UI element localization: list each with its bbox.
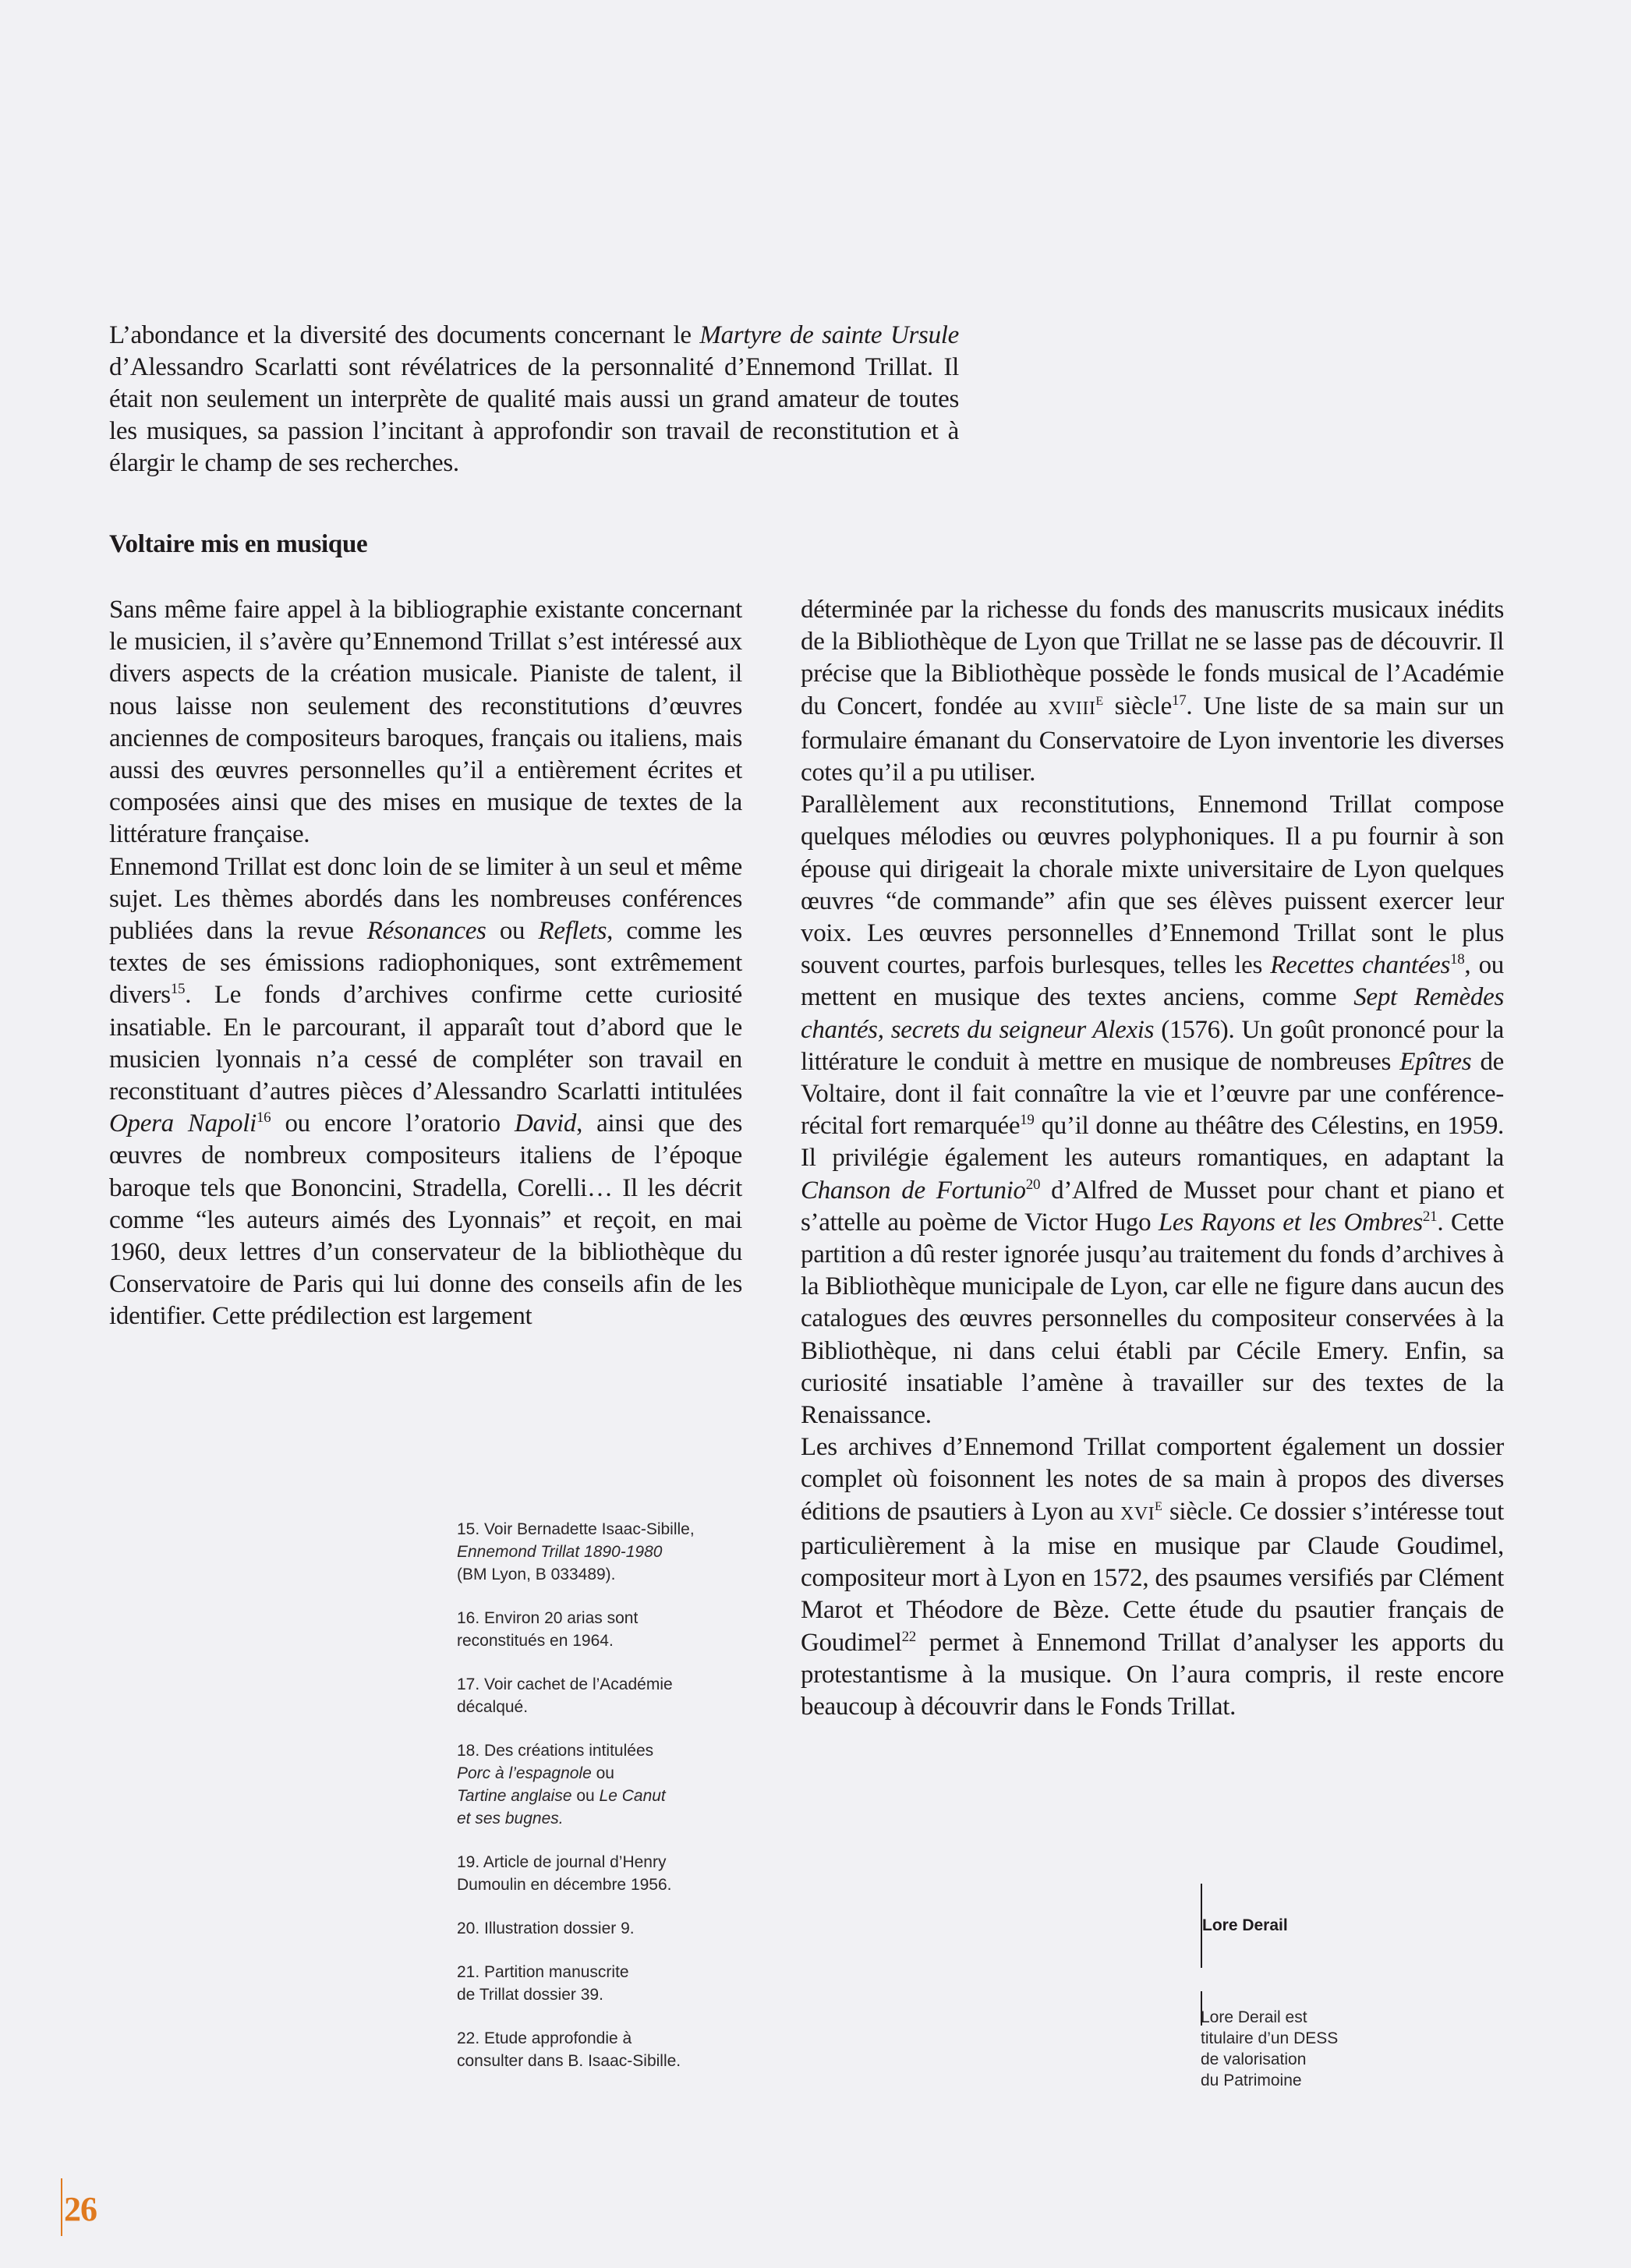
italic-title: Sept Remèdes chantés, secrets du seigneur Alexis <box>801 983 1504 1044</box>
bio-line: de valorisation <box>1201 2050 1307 2068</box>
italic-title: Résonances <box>366 917 486 946</box>
italic-title: Reflets <box>538 917 607 946</box>
italic-title: et ses bugnes. <box>457 1810 564 1827</box>
italic-title: Epîtres <box>1399 1047 1472 1076</box>
italic-title: David <box>514 1109 577 1138</box>
footnote-reference: 18 <box>1450 951 1465 968</box>
footnote-reference: 19 <box>1020 1112 1035 1129</box>
footnote-reference: 16 <box>256 1109 271 1127</box>
century-smallcaps: $XVIII^E$ <box>1048 694 1104 719</box>
body-column-right <box>801 594 1504 1723</box>
footnote-reference: 22 <box>901 1628 916 1645</box>
body-paragraph: Sans même faire appel à la bibliographie existante concernant le musicien, il s’avère qu’Ennemond Trillat s’est intéressé aux divers aspects de la création musicale. Pianiste de talent, il nous laisse non seulement des reconstitutions d’œuvres anciennes de compositeurs baroques, français ou italiens, mais aussi des œuvres personnelles qu’il a entièrement écrites et composées ainsi que des mises en musique de textes de la littérature française. <box>109 596 742 849</box>
body-paragraph: Parallèlement aux reconstitutions, Ennemond Trillat compose quelques mélodies ou œuvres polyphoniques. Il a pu fournir à son épouse qui dirigeait la chorale mixte universitaire de Lyon quelques œuvres “de commande” afin que ses élèves puissent exercer leur voix. Les œuvres personnelles d’Ennemond Trillat sont le plus souvent courtes, parfois burlesques, telles les Recettes chantées$^{18}$, ou mettent en musique des textes anciens, comme Sept Remèdes chantés, secrets du seigneur Alexis (1576). Un goût prononcé pour la littérature le conduit à mettre en musique de nombreuses Epîtres de Voltaire, dont il fait connaître la vie et l’œuvre par une conférence-récital fort remarquée$^{19}$ qu’il donne au théâtre des Célestins, en 1959. Il privilégie également les auteurs romantiques, en adaptant la Chanson de Fortunio$^{20}$ d’Alfred de Musset pour chant et piano et s’attelle au poème de Victor Hugo Les Rayons et les Ombres$^{21}$. Cette partition a dû rester ignorée jusqu’au traitement du fonds d’archives à la Bibliothèque municipale de Lyon, car elle ne figure dans aucun des catalogues des œuvres personnelles du compositeur conservées à la Bibliothèque, ni dans celui établi par Cécile Emery. Enfin, sa curiosité insatiable l’amène à travailler sur des textes de la Renaissance. <box>801 791 1505 1430</box>
footnote-reference: 15 <box>170 981 186 998</box>
bio-line: titulaire d’un DESS <box>1201 2029 1339 2047</box>
italic-title: Ennemond Trillat 1890-1980 <box>457 1543 663 1561</box>
footnote: 16. Environ 20 arias sont reconstitués en 1964. <box>457 1609 639 1650</box>
century-smallcaps: $XVI^E$ <box>1120 1499 1163 1524</box>
italic-title: Le Canut <box>599 1787 666 1805</box>
page-number-text: 26 <box>64 2190 97 2228</box>
body-paragraph: déterminée par la richesse du fonds des manuscrits musicaux inédits de la Bibliothèque de Lyon que Trillat ne se lasse pas de découvrir. Il précise que la Bibliothèque possède le fonds musical de l’Académie du Concert, fondée au $XVIII^E$ siècle$^{17}$. Une liste de sa main sur un formulaire émanant du Conservatoire de Lyon inventorie les diverses cotes qu’il a pu utiliser. <box>801 596 1504 787</box>
footnotes <box>457 1518 753 2093</box>
body-paragraph: Ennemond Trillat est donc loin de se limiter à un seul et même sujet. Les thèmes abordés dans les nombreuses conférences publiées dans la revue Résonances ou Reflets, comme les textes de ses émissions radiophoniques, sont extrêmement divers$^{15}$. Le fonds d’archives confirme cette curiosité insatiable. En le parcourant, il apparaît tout d’abord que le musicien lyonnais n’a cessé de compléter son travail en reconstituant d’autres pièces d’Alessandro Scarlatti intitulées Opera Napoli$^{16}$ ou encore l’oratorio David, ainsi que des œuvres de nombreux compositeurs italiens de l’époque baroque tels que Bononcini, Stradella, Corelli… Il les décrit comme “les auteurs aimés des Lyonnais” et reçoit, en mai 1960, deux lettres d’un conservateur de la bibliothèque du Conservatoire de Paris qui lui donne des conseils afin de les identifier. Cette prédilection est largement <box>109 852 742 1331</box>
italic-title: Recettes chantées <box>1270 951 1451 980</box>
author-bio <box>1201 2007 1403 2091</box>
body-paragraph: Les archives d’Ennemond Trillat comportent également un dossier complet où foisonnent les notes de sa main à propos des diverses éditions de psautiers à Lyon au $XVI^E$ siècle. Ce dossier s’intéresse tout particulièrement à la mise en musique par Claude Goudimel, compositeur mort à Lyon en 1572, des psaumes versifiés par Clément Marot et Théodore de Bèze. Cette étude du psautier français de Goudimel$^{22}$ permet à Ennemond Trillat d’analyser les apports du protestantisme à la musique. On l’aura compris, il reste encore beaucoup à découvrir dans le Fonds Trillat. <box>801 1433 1504 1721</box>
body-column-left <box>109 594 742 1333</box>
italic-title: Les Rayons et les Ombres <box>1158 1208 1423 1237</box>
bio-line: Lore Derail est <box>1201 2008 1307 2026</box>
section-heading: Voltaire mis en musique <box>109 530 368 558</box>
page-number-rule <box>61 2178 62 2236</box>
footnote: 21. Partition manuscrite de Trillat dossier 39. <box>457 1963 629 2004</box>
footnote: 19. Article de journal d’Henry Dumoulin en décembre 1956. <box>457 1853 672 1894</box>
author-name: Lore Derail <box>1202 1916 1288 1934</box>
footnote: 22. Etude approfondie à consulter dans B. Isaac-Sibille. <box>457 2029 681 2070</box>
footnote: 17. Voir cachet de l’Académie décalqué. <box>457 1675 673 1716</box>
footnote-reference: 21 <box>1422 1208 1438 1225</box>
bio-line: du Patrimoine <box>1201 2072 1302 2089</box>
italic-title: Tartine anglaise <box>457 1787 572 1805</box>
footnote: 20. Illustration dossier 9. <box>457 1919 635 1937</box>
intro-paragraph: L’abondance et la diversité des documents concernant le Martyre de sainte Ursule d’Alessandro Scarlatti sont révélatrices de la personnalité d’Ennemond Trillat. Il était non seulement un interprète de qualité mais aussi un grand amateur de toutes les musiques, sa passion l’incitant à approfondir son travail de reconstitution et à élargir le champ de ses recherches. <box>109 321 959 477</box>
footnote: 15. Voir Bernadette Isaac-Sibille, Ennemond Trillat 1890-1980 (BM Lyon, B 033489). <box>457 1520 695 1583</box>
footnote-reference: 20 <box>1025 1176 1041 1193</box>
italic-title: Opera Napoli <box>109 1109 257 1138</box>
footnote: 18. Des créations intitulées Porc à l’espagnole ou Tartine anglaise ou Le Canut et ses bugnes. <box>457 1742 666 1827</box>
italic-title: Porc à l’espagnole <box>457 1764 592 1782</box>
footnote-reference: 17 <box>1172 692 1187 709</box>
italic-title: Martyre de sainte Ursule <box>699 321 959 349</box>
italic-title: Chanson de Fortunio <box>801 1176 1026 1205</box>
